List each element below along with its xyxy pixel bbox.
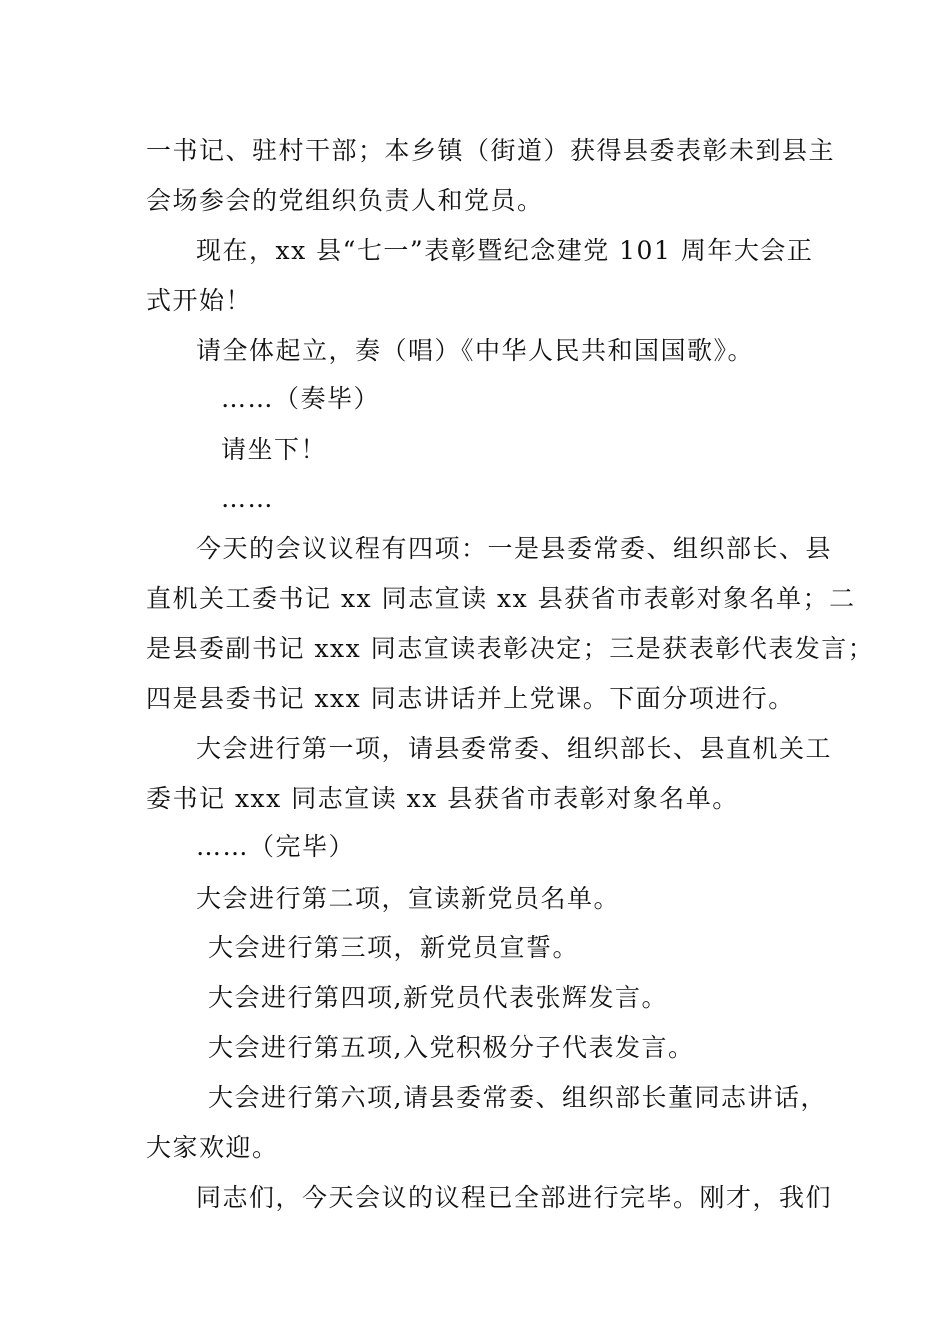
text-line: 大会进行第五项,入党积极分子代表发言。 — [208, 1033, 695, 1062]
text-line: 四是县委书记 xxx 同志讲话并上党课。下面分项进行。 — [146, 684, 795, 713]
text-line: 大会进行第三项，新党员宣誓。 — [208, 933, 580, 962]
text-line: 会场参会的党组织负责人和党员。 — [146, 186, 544, 215]
text-line: 请坐下！ — [221, 435, 328, 464]
text-line: 一书记、驻村干部；本乡镇（街道）获得县委表彰未到县主 — [146, 136, 836, 165]
text-line: 今天的会议议程有四项：一是县委常委、组织部长、县 — [196, 534, 833, 563]
text-line: ……（奏毕） — [221, 384, 381, 413]
text-line: 同志们，今天会议的议程已全部进行完毕。刚才，我们 — [196, 1183, 833, 1212]
text-line: ……（完毕） — [196, 832, 356, 861]
text-line: 大会进行第四项,新党员代表张辉发言。 — [208, 983, 668, 1012]
text-line: 大会进行第六项,请县委常委、组织部长董同志讲话， — [208, 1083, 827, 1112]
text-line: …… — [221, 484, 274, 513]
text-line: 请全体起立，奏（唱）《中华人民共和国国歌》。 — [196, 336, 755, 365]
text-line: 现在，xx 县“七一”表彰暨纪念建党 101 周年大会正 — [196, 236, 814, 265]
text-line: 直机关工委书记 xx 同志宣读 xx 县获省市表彰对象名单；二 — [146, 584, 856, 613]
text-line: 是县委副书记 xxx 同志宣读表彰决定；三是获表彰代表发言； — [146, 634, 875, 663]
text-line: 大会进行第一项，请县委常委、组织部长、县直机关工 — [196, 734, 833, 763]
text-line: 大会进行第二项，宣读新党员名单。 — [196, 884, 621, 913]
text-line: 大家欢迎。 — [146, 1133, 279, 1162]
text-line: 式开始！ — [146, 286, 253, 315]
text-line: 委书记 xxx 同志宣读 xx 县获省市表彰对象名单。 — [146, 784, 739, 813]
